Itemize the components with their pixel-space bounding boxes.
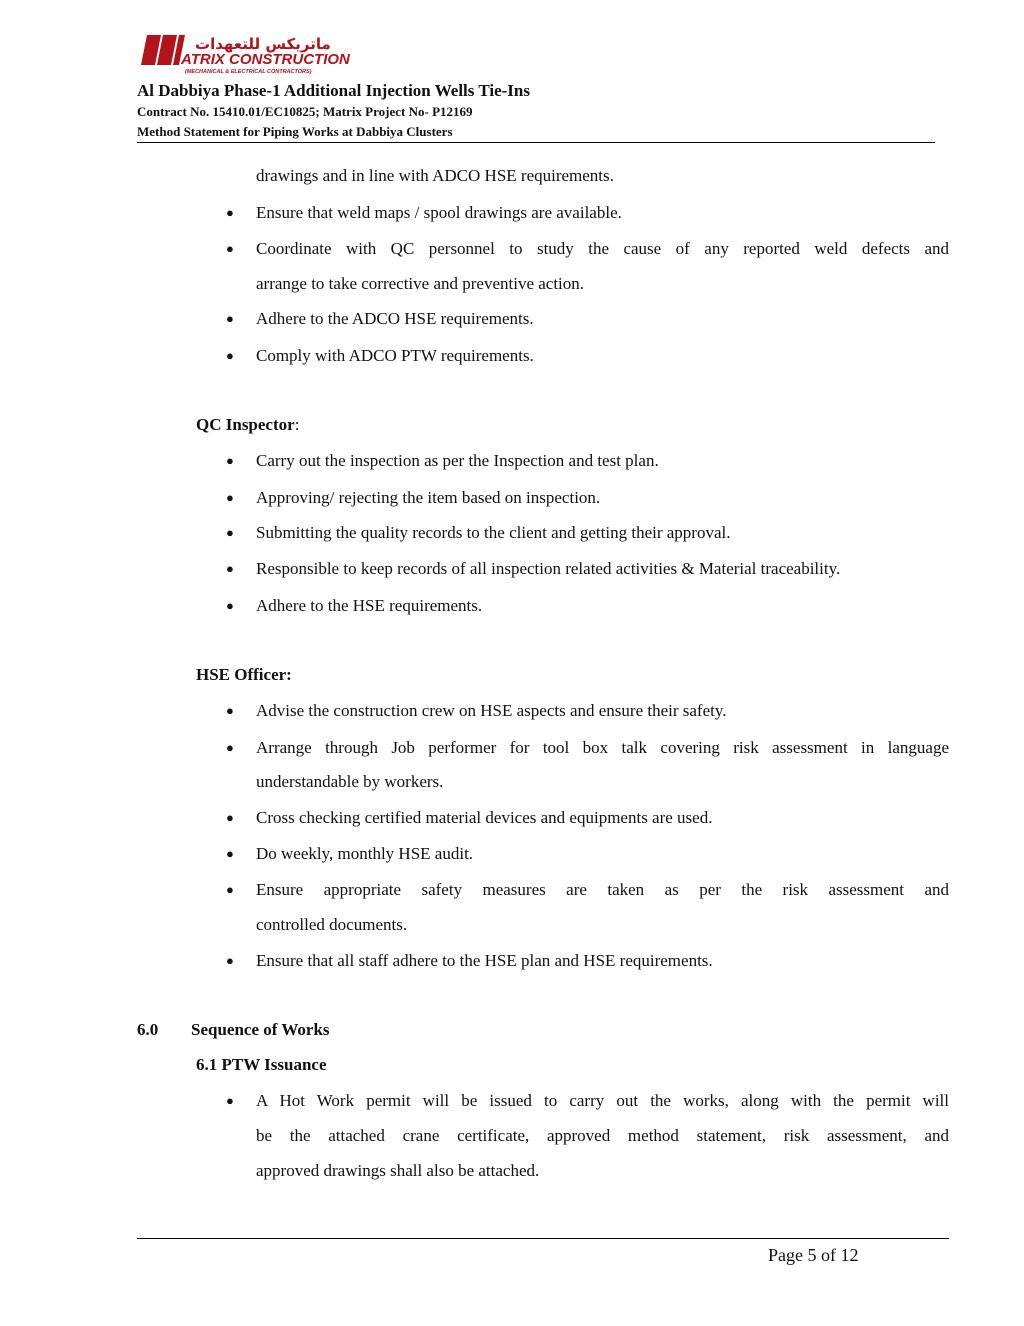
- bullet-icon: ●: [226, 525, 234, 540]
- bullet-icon: ●: [226, 453, 234, 468]
- list-item: Advise the construction crew on HSE aspects and ensure their safety.: [256, 701, 727, 720]
- list-item-continuation: arrange to take corrective and preventive action.: [256, 274, 585, 293]
- list-item-continuation: be the attached crane certificate, approved method statement, risk assessment, and: [256, 1126, 949, 1145]
- logo-tagline: (MECHANICAL & ELECTRICAL CONTRACTORS): [185, 69, 312, 75]
- list-item: Arrange through Job performer for tool box talk covering risk assessment in language: [256, 738, 949, 757]
- list-item-continuation: approved drawings shall also be attached.: [256, 1161, 540, 1180]
- header-divider: [137, 142, 935, 143]
- bullet-icon: ●: [226, 561, 234, 576]
- list-item: Approving/ rejecting the item based on inspection.: [256, 488, 601, 507]
- list-item: Adhere to the ADCO HSE requirements.: [256, 309, 534, 328]
- contract-number: Contract No. 15410.01/EC10825; Matrix Project No- P12169: [137, 104, 473, 119]
- bullet-icon: ●: [226, 1093, 234, 1108]
- list-item: Adhere to the HSE requirements.: [256, 596, 483, 615]
- list-item: Coordinate with QC personnel to study the cause of any reported weld defects and: [256, 239, 949, 258]
- list-item-continuation: controlled documents.: [256, 915, 408, 934]
- list-item: Submitting the quality records to the client and getting their approval.: [256, 523, 731, 542]
- bullet-icon: ●: [226, 205, 234, 220]
- list-item: Carry out the inspection as per the Inspection and test plan.: [256, 451, 659, 470]
- bullet-icon: ●: [226, 241, 234, 256]
- document-title: Al Dabbiya Phase-1 Additional Injection Wells Tie-Ins: [137, 81, 530, 100]
- logo-english-text: ATRIX CONSTRUCTION: [181, 51, 350, 68]
- footer-divider: [137, 1238, 949, 1239]
- list-item-continuation: understandable by workers.: [256, 772, 444, 791]
- list-item-continuation: drawings and in line with ADCO HSE requirements.: [256, 166, 614, 185]
- list-item: Ensure appropriate safety measures are taken as per the risk assessment and: [256, 880, 949, 899]
- list-item: Cross checking certified material devices and equipments are used.: [256, 808, 713, 827]
- list-item: Ensure that all staff adhere to the HSE plan and HSE requirements.: [256, 951, 713, 970]
- bullet-icon: ●: [226, 740, 234, 755]
- bullet-icon: ●: [226, 882, 234, 897]
- bullet-icon: ●: [226, 846, 234, 861]
- list-item: Comply with ADCO PTW requirements.: [256, 346, 534, 365]
- page-number: Page 5 of 12: [768, 1245, 859, 1265]
- list-item: Responsible to keep records of all inspection related activities & Material traceability.: [256, 559, 841, 578]
- bullet-icon: ●: [226, 311, 234, 326]
- section-number: 6.0: [137, 1020, 159, 1039]
- bullet-icon: ●: [226, 810, 234, 825]
- qc-inspector-heading: QC Inspector:: [196, 415, 300, 434]
- bullet-icon: ●: [226, 953, 234, 968]
- list-item: Do weekly, monthly HSE audit.: [256, 844, 474, 863]
- logo-arabic-text: ماتريكس للتعهدات: [195, 35, 331, 53]
- bullet-icon: ●: [226, 703, 234, 718]
- hse-officer-heading: HSE Officer:: [196, 665, 292, 684]
- bullet-icon: ●: [226, 598, 234, 613]
- section-title: Sequence of Works: [191, 1020, 330, 1039]
- company-logo: [137, 31, 373, 77]
- subsection-title: 6.1 PTW Issuance: [196, 1055, 327, 1074]
- list-item: Ensure that weld maps / spool drawings are available.: [256, 203, 622, 222]
- bullet-icon: ●: [226, 490, 234, 505]
- method-statement-title: Method Statement for Piping Works at Dabbiya Clusters: [137, 124, 453, 139]
- list-item: A Hot Work permit will be issued to carry out the works, along with the permit will: [256, 1091, 949, 1110]
- bullet-icon: ●: [226, 348, 234, 363]
